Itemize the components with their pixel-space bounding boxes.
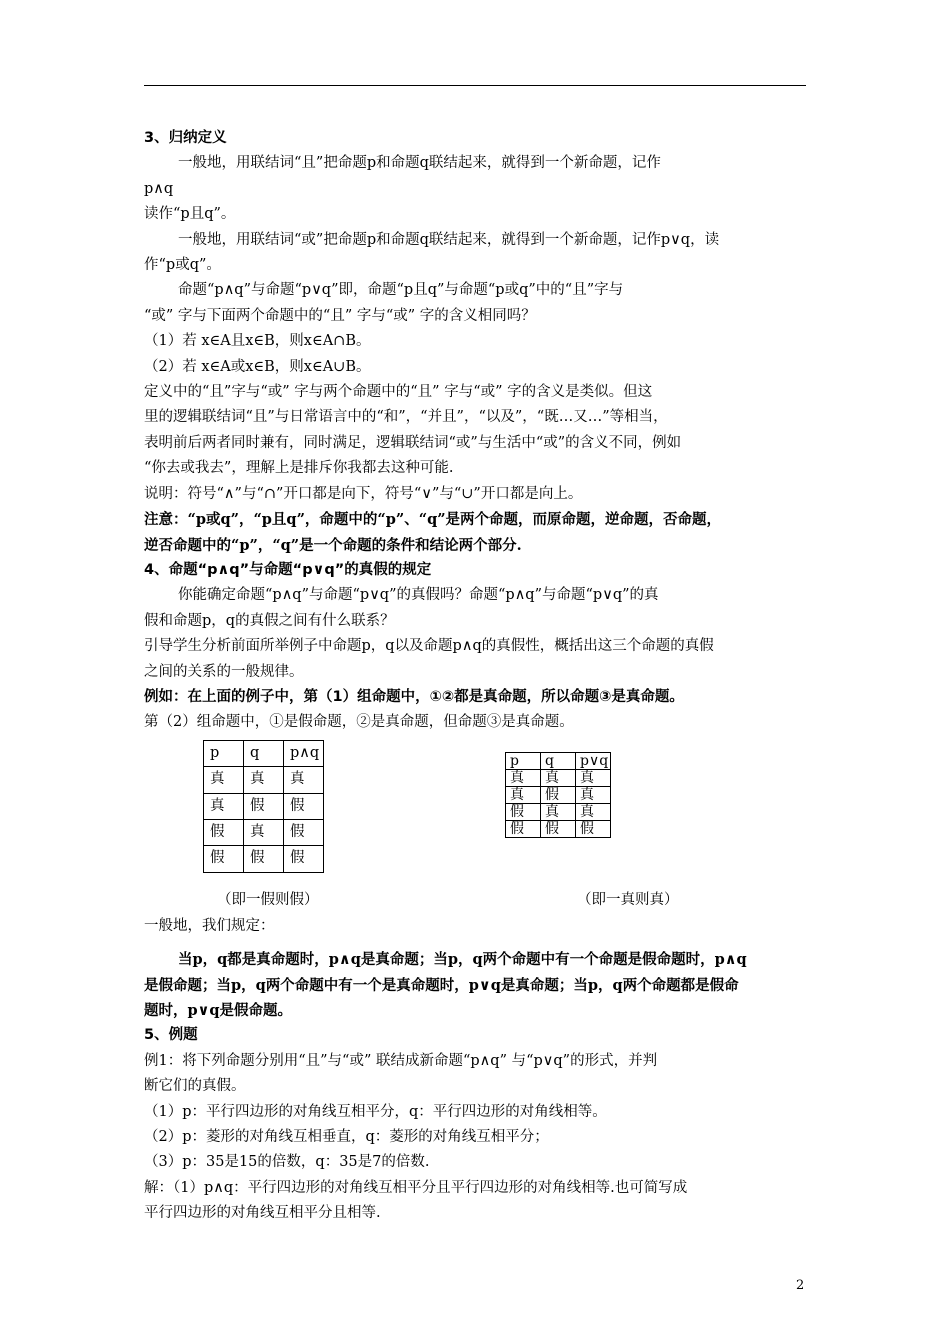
paragraph-line: 作“p或q”。	[144, 257, 221, 274]
rule-bold-line: 是假命题；当p，q两个命题中有一个是真命题时，p∨q是真命题；当p，q两个命题都是假命	[144, 976, 739, 994]
table-cell: 假	[576, 820, 611, 837]
table-row	[506, 769, 611, 786]
note-bold-line: 注意：“p或q”，“p且q”，命题中的“p”、“q”是两个命题，而原命题，逆命题，否命题，	[144, 511, 722, 529]
table-row	[506, 786, 611, 803]
table-cell: p	[204, 740, 244, 766]
table-row	[204, 767, 324, 793]
paragraph-line: 断它们的真假。	[144, 1078, 246, 1095]
paragraph-line: “或” 字与下面两个命题中的“且” 字与“或” 字的含义相同吗？	[144, 307, 536, 324]
paragraph-line: （1）若 x∈A且x∈B，则x∈A∩B。	[144, 333, 371, 350]
table-header-row	[204, 740, 324, 766]
paragraph-line: （3）p：35是15的倍数，q：35是7的倍数.	[144, 1154, 430, 1171]
truth-table-and	[203, 740, 324, 873]
table-cell: 真	[576, 769, 611, 786]
paragraph-line: 一般地，用联结词“或”把命题p和命题q联结起来，就得到一个新命题，记作p∨q，读	[178, 231, 720, 248]
example-bold-line: 例如：在上面的例子中，第（1）组命题中，①②都是真命题，所以命题③是真命题。	[144, 688, 684, 705]
table-cell: p∨q	[576, 752, 611, 769]
truth-table-or	[505, 752, 611, 838]
table-cell: p	[506, 752, 541, 769]
table-cell: 假	[506, 803, 541, 820]
paragraph-line: 之间的关系的一般规律。	[144, 663, 304, 680]
rule-bold-line: 当p，q都是真命题时，p∧q是真命题；当p，q两个命题中有一个命题是假命题时，p∧q	[178, 951, 747, 969]
paragraph-line: （2）若 x∈A或x∈B，则x∈A∪B。	[144, 358, 371, 375]
table-cell: p∧q	[284, 740, 324, 766]
table-cell: 真	[541, 769, 576, 786]
table-cell: 假	[284, 819, 324, 845]
table-captions	[144, 862, 808, 914]
table-row	[204, 793, 324, 819]
table-cell: 假	[204, 846, 244, 872]
paragraph-line: 一般地，用联结词“且”把命题p和命题q联结起来，就得到一个新命题，记作	[178, 155, 661, 172]
table-cell: 假	[506, 820, 541, 837]
table-cell: 假	[244, 793, 284, 819]
table-cell: q	[244, 740, 284, 766]
table-cell: 真	[284, 767, 324, 793]
page-number: 2	[796, 1278, 805, 1293]
table-row	[506, 803, 611, 820]
note-bold-line: 逆否命题中的“p”，“q”是一个命题的条件和结论两个部分.	[144, 536, 522, 554]
paragraph-line: 第（2）组命题中，①是假命题，②是真命题，但命题③是真命题。	[144, 714, 574, 731]
document-body	[144, 126, 808, 1227]
table-cell: 真	[244, 767, 284, 793]
table-cell: 真	[576, 786, 611, 803]
section-heading-5: 5、例题	[144, 1027, 198, 1044]
table-cell: 真	[244, 819, 284, 845]
paragraph-line: 定义中的“且”字与“或” 字与两个命题中的“且” 字与“或” 字的含义是类似。但这	[144, 384, 653, 401]
paragraph-line: 你能确定命题“p∧q”与命题“p∨q”的真假吗？命题“p∧q”与命题“p∨q”的真	[178, 587, 659, 604]
note-line: 说明：符号“∧”与“∩”开口都是向下，符号“∨”与“∪”开口都是向上。	[144, 485, 583, 502]
paragraph-line: 平行四边形的对角线互相平分且相等.	[144, 1205, 381, 1222]
paragraph-line: 引导学生分析前面所举例子中命题p，q以及命题p∧q的真假性，概括出这三个命题的真假	[144, 638, 714, 655]
table-cell: 假	[284, 846, 324, 872]
table-cell: 假	[204, 819, 244, 845]
table-cell: 假	[541, 786, 576, 803]
truth-table-and-caption: （即一假则假）	[217, 891, 319, 908]
table-cell: 真	[541, 803, 576, 820]
truth-table-or-caption: （即一真则真）	[577, 891, 679, 908]
table-cell: 真	[576, 803, 611, 820]
table-cell: 假	[541, 820, 576, 837]
table-cell: 真	[506, 769, 541, 786]
paragraph-line: （1）p：平行四边形的对角线互相平分，q：平行四边形的对角线相等。	[144, 1103, 607, 1120]
table-cell: q	[541, 752, 576, 769]
paragraph-line: 读作“p且q”。	[144, 206, 236, 223]
table-header-row	[506, 752, 611, 769]
paragraph-line: “你去或我去”，理解上是排斥你我都去这种可能.	[144, 460, 454, 477]
paragraph-line: 表明前后两者同时兼有，同时满足，逻辑联结词“或”与生活中“或”的含义不同，例如	[144, 434, 682, 451]
paragraph-line: 里的逻辑联结词“且”与日常语言中的“和”，“并且”，“以及”，“既…又…”等相当，	[144, 409, 668, 426]
header-rule	[144, 85, 806, 86]
section-heading-3: 3、归纳定义	[144, 130, 227, 146]
table-row	[204, 819, 324, 845]
section-heading-4: 4、命题“p∧q”与命题“p∨q”的真假的规定	[144, 561, 432, 578]
table-cell: 假	[284, 793, 324, 819]
paragraph-line: （2）p：菱形的对角线互相垂直，q：菱形的对角线互相平分；	[144, 1129, 549, 1145]
table-row	[506, 820, 611, 837]
paragraph-line: 一般地，我们规定：	[144, 917, 275, 934]
paragraph-line: 命题“p∧q”与命题“p∨q”即，命题“p且q”与命题“p或q”中的“且”字与	[178, 282, 624, 299]
paragraph-line: 假和命题p，q的真假之间有什么联系？	[144, 612, 395, 629]
table-cell: 真	[204, 767, 244, 793]
paragraph-line: p∧q	[144, 180, 174, 197]
table-cell: 真	[204, 793, 244, 819]
table-cell: 假	[244, 846, 284, 872]
rule-bold-line: 题时，p∨q是假命题。	[144, 1001, 293, 1019]
paragraph-line: 例1：将下列命题分别用“且”与“或” 联结成新命题“p∧q” 与“p∨q”的形式，并判	[144, 1052, 658, 1069]
paragraph-line: 解：（1）p∧q：平行四边形的对角线互相平分且平行四边形的对角线相等.也可简写成	[144, 1179, 688, 1196]
truth-tables	[144, 740, 808, 867]
table-cell: 真	[506, 786, 541, 803]
